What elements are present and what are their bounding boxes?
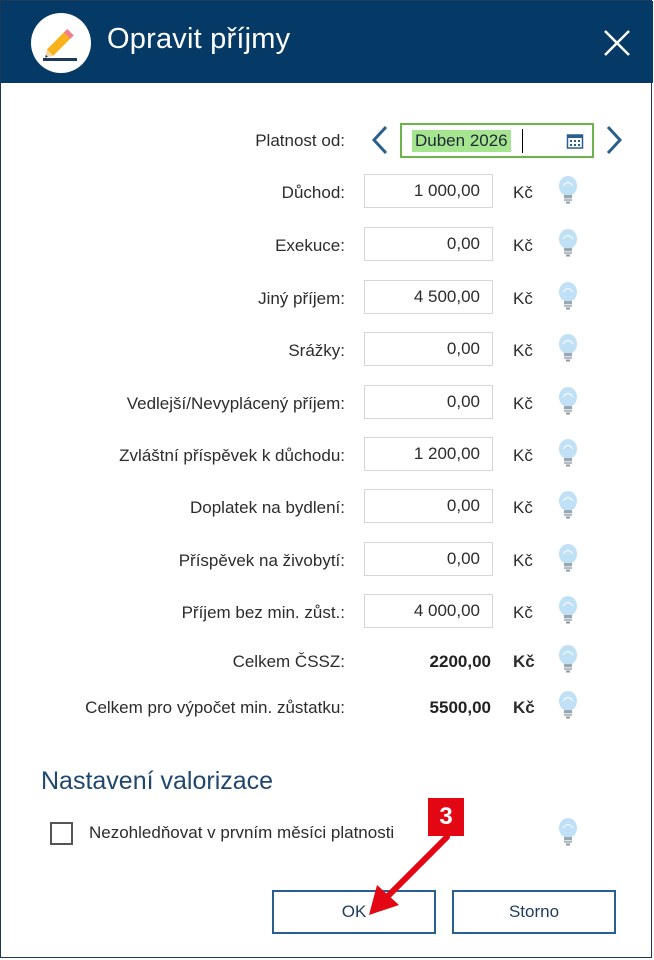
lightbulb-icon[interactable] [556, 228, 580, 258]
currency-unit: Kč [513, 603, 533, 622]
row-label: Příjem bez min. zůst.: [181, 603, 345, 622]
lightbulb-icon[interactable] [556, 644, 580, 674]
chevron-left-icon[interactable] [369, 123, 391, 157]
row-label: Doplatek na bydlení: [190, 498, 345, 517]
currency-unit: Kč [513, 652, 535, 671]
total-cssz-label: Celkem ČSSZ: [232, 652, 345, 671]
total-min-balance-value: 5500,00 [429, 698, 491, 717]
row-label: Zvláštní příspěvek k důchodu: [119, 446, 345, 465]
lightbulb-icon[interactable] [556, 595, 580, 625]
ok-button[interactable]: OK [272, 890, 436, 934]
pencil-icon [31, 13, 91, 73]
income-without-min-balance-input[interactable]: 4 000,00 [364, 594, 493, 628]
lightbulb-icon[interactable] [556, 175, 580, 205]
lightbulb-icon[interactable] [556, 281, 580, 311]
row-label: Vedlejší/Nevyplácený příjem: [126, 394, 345, 413]
secondary-income-input[interactable]: 0,00 [364, 385, 493, 419]
validity-label: Platnost od: [255, 131, 345, 150]
execution-input[interactable]: 0,00 [364, 227, 493, 261]
currency-unit: Kč [513, 394, 533, 413]
lightbulb-icon[interactable] [556, 690, 580, 720]
housing-supplement-input[interactable]: 0,00 [364, 489, 493, 523]
row-label: Exekuce: [275, 236, 345, 255]
pension-input[interactable]: 1 000,00 [364, 174, 493, 208]
step-badge: 3 [428, 798, 464, 836]
text-caret [522, 129, 523, 153]
currency-unit: Kč [513, 498, 533, 517]
annotation-arrow [361, 831, 461, 921]
lightbulb-icon[interactable] [556, 438, 580, 468]
currency-unit: Kč [513, 446, 533, 465]
lightbulb-icon[interactable] [556, 386, 580, 416]
currency-unit: Kč [513, 183, 533, 202]
currency-unit: Kč [513, 236, 533, 255]
lightbulb-icon[interactable] [556, 490, 580, 520]
row-label: Důchod: [281, 183, 345, 202]
ignore-first-month-label: Nezohledňovat v prvním měsíci platnosti [89, 823, 395, 842]
cancel-button[interactable]: Storno [452, 890, 616, 934]
living-allowance-input[interactable]: 0,00 [364, 542, 493, 576]
lightbulb-icon[interactable] [556, 817, 580, 847]
valorization-section-title: Nastavení valorizace [41, 767, 274, 795]
close-icon[interactable] [597, 23, 637, 63]
validity-month-value: Duben 2026 [412, 130, 511, 152]
chevron-right-icon[interactable] [603, 123, 625, 157]
title-bar [1, 1, 653, 83]
currency-unit: Kč [513, 341, 533, 360]
lightbulb-icon[interactable] [556, 543, 580, 573]
currency-unit: Kč [513, 551, 533, 570]
row-label: Srážky: [288, 341, 345, 360]
currency-unit: Kč [513, 698, 535, 717]
ignore-first-month-checkbox[interactable] [50, 822, 73, 845]
dialog-title: Opravit příjmy [107, 23, 291, 55]
lightbulb-icon[interactable] [556, 333, 580, 363]
calendar-icon[interactable] [566, 132, 584, 150]
other-income-input[interactable]: 4 500,00 [364, 280, 493, 314]
row-label: Jiný příjem: [258, 289, 345, 308]
row-label: Příspěvek na živobytí: [178, 551, 345, 570]
total-cssz-value: 2200,00 [429, 652, 491, 671]
deductions-input[interactable]: 0,00 [364, 332, 493, 366]
total-min-balance-label: Celkem pro výpočet min. zůstatku: [85, 698, 345, 717]
currency-unit: Kč [513, 289, 533, 308]
validity-month-input[interactable] [400, 123, 594, 158]
special-pension-allowance-input[interactable]: 1 200,00 [364, 437, 493, 471]
